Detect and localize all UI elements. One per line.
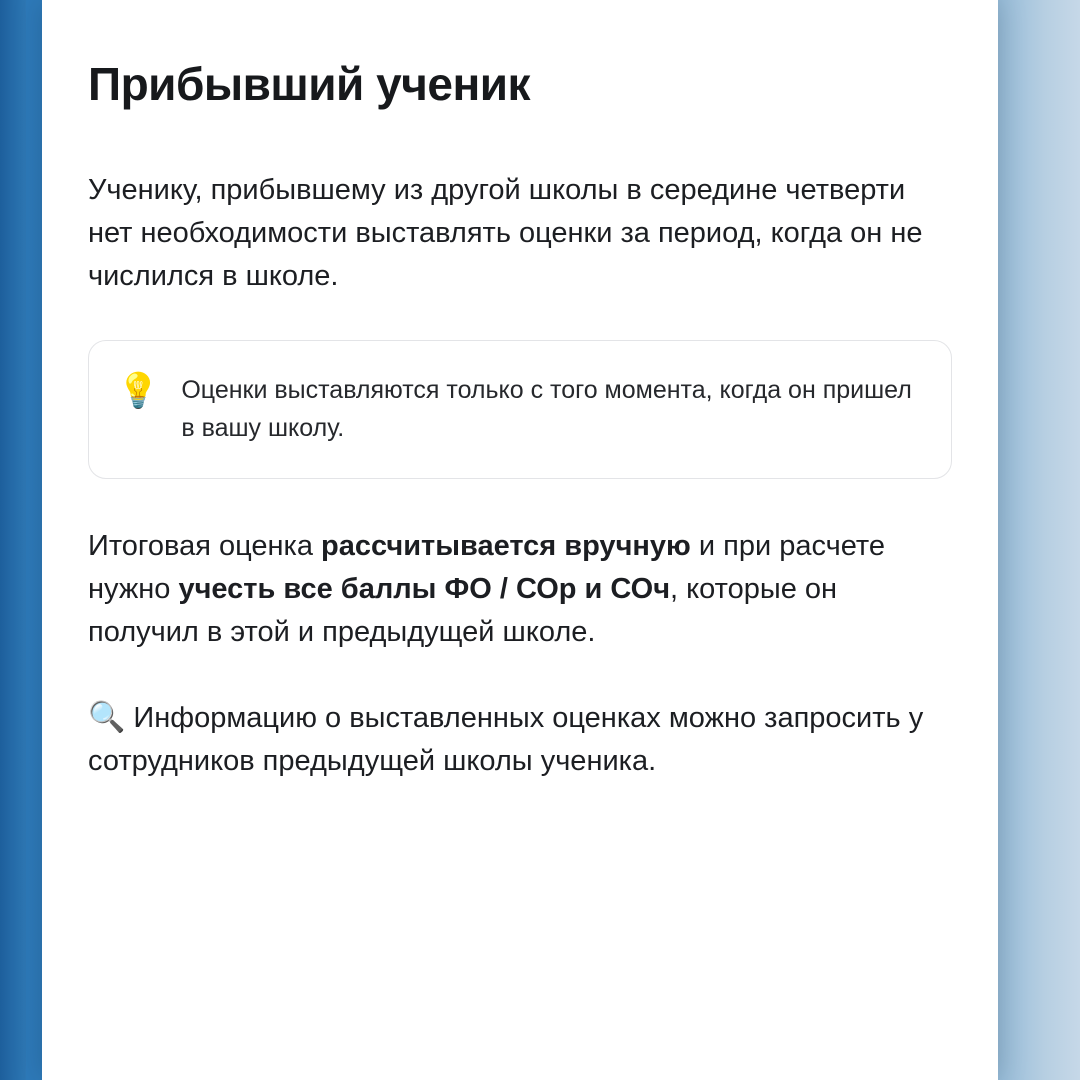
calculation-bold-2: учесть все баллы ФО / СОр и СОч xyxy=(178,573,671,606)
request-paragraph-text: Информацию о выставленных оценках можно запросить у сотрудников предыдущей школы ученика. xyxy=(88,701,924,778)
left-background-strip xyxy=(0,0,26,1080)
calculation-part-1: Итоговая оценка xyxy=(88,530,322,563)
page-title: Прибывший ученик xyxy=(88,58,531,110)
request-paragraph xyxy=(88,696,952,783)
calculation-paragraph xyxy=(88,525,952,654)
lightbulb-icon: 💡 xyxy=(117,371,160,410)
right-background-strip xyxy=(994,0,1080,1080)
tip-callout-text: Оценки выставляются только с того момента, когда он пришел в вашу школу. xyxy=(181,375,912,443)
calculation-bold-1: рассчитывается вручную xyxy=(321,530,691,563)
magnifier-icon: 🔍 xyxy=(88,700,126,734)
calculation-part-3: , которые он получил в этой и предыдущей школе. xyxy=(88,573,838,648)
content-card xyxy=(42,0,998,1080)
calculation-part-2: и при расчете нужно xyxy=(88,530,886,606)
tip-callout xyxy=(88,340,952,480)
content-body xyxy=(42,0,998,783)
intro-paragraph: Ученику, прибывшему из другой школы в середине четверти нет необходимости выставлять оценки за период, когда он не числился в школе. xyxy=(88,173,923,292)
